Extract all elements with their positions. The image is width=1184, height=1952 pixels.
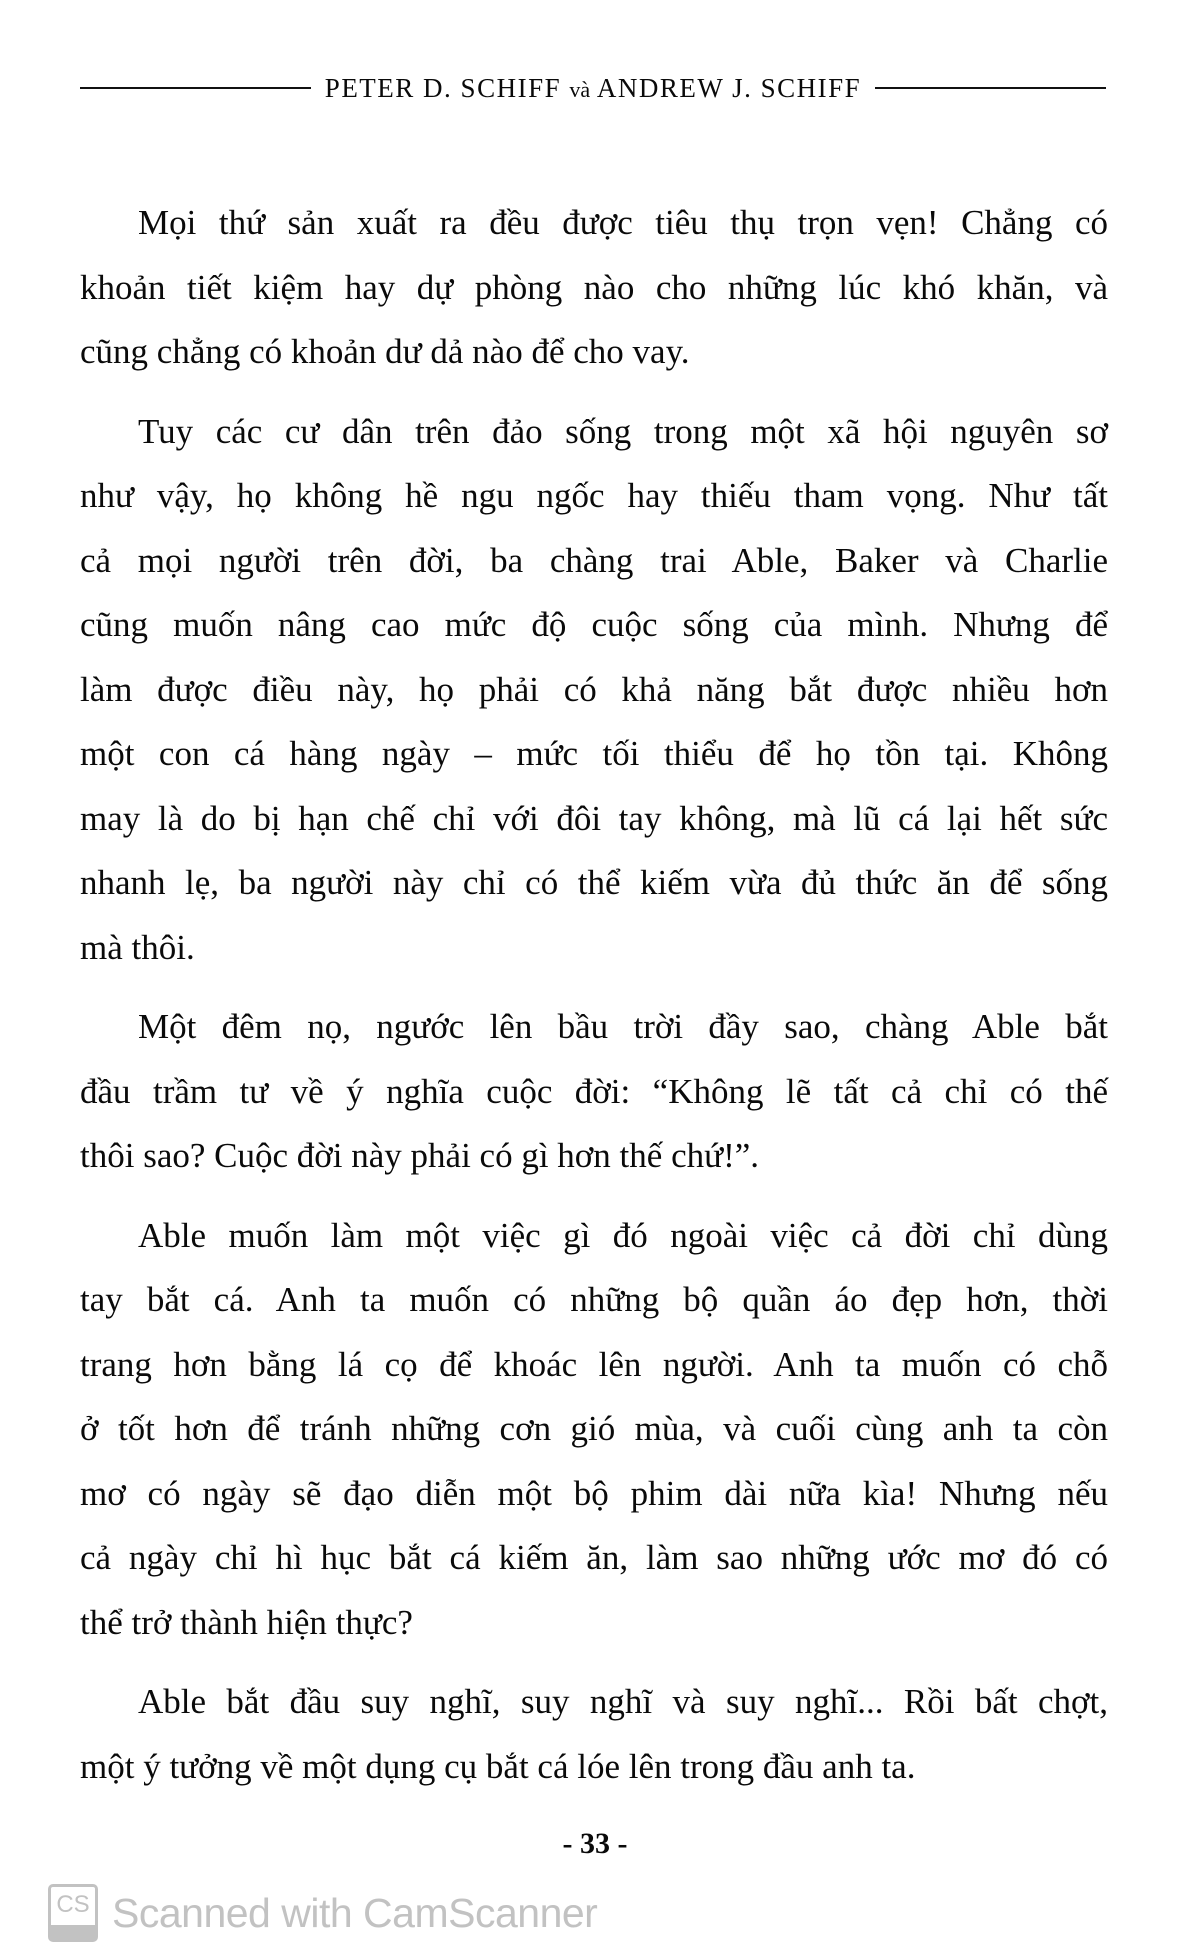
text-line: cũng chẳng có khoản dư dả nào để cho vay.: [80, 332, 690, 371]
text-line: nhanh lẹ, ba người này chỉ có thể kiếm vừa đủ thức ăn để sống: [80, 863, 1108, 902]
camscanner-logo-text: CS: [56, 1891, 90, 1918]
text-line: Able bắt đầu suy nghĩ, suy nghĩ và suy nghĩ... Rồi bất chợt,: [138, 1682, 1108, 1721]
text-line: cả ngày chỉ hì hục bắt cá kiếm ăn, làm sao những ước mơ đó có: [80, 1538, 1108, 1577]
text-line: Able muốn làm một việc gì đó ngoài việc cả đời chỉ dùng: [138, 1215, 1108, 1255]
paragraph: [80, 405, 1108, 986]
author-conjunction: và: [569, 76, 591, 102]
text-line: một ý tưởng về một dụng cụ bắt cá lóe lên trong đầu anh ta.: [80, 1746, 916, 1786]
author-1: PETER D. SCHIFF: [324, 72, 562, 103]
text-line: mơ có ngày sẽ đạo diễn một bộ phim dài nữa kìa! Nhưng nếu: [80, 1473, 1108, 1513]
text-line: cũng muốn nâng cao mức độ cuộc sống của mình. Nhưng để: [80, 605, 1108, 644]
page-body: [80, 196, 1108, 1819]
text-line: tay bắt cá. Anh ta muốn có những bộ quần áo đẹp hơn, thời: [80, 1280, 1108, 1319]
text-line: thôi sao? Cuộc đời này phải có gì hơn thế chứ!”.: [80, 1136, 760, 1175]
text-line: cả mọi người trên đời, ba chàng trai Able, Baker và Charlie: [80, 540, 1108, 580]
text-line: may là do bị hạn chế chỉ với đôi tay không, mà lũ cá lại hết sức: [80, 798, 1108, 838]
paragraph: [80, 1000, 1108, 1194]
text-line: khoản tiết kiệm hay dự phòng nào cho những lúc khó khăn, và: [80, 267, 1108, 307]
text-line: một con cá hàng ngày – mức tối thiểu để họ tồn tại. Không: [80, 734, 1108, 773]
page-number: - 33 -: [562, 1827, 628, 1860]
text-line: Một đêm nọ, ngước lên bầu trời đầy sao, chàng Able bắt: [138, 1007, 1108, 1046]
paragraph: [80, 1675, 1108, 1804]
running-header: [80, 66, 1106, 110]
camscanner-watermark: [48, 1884, 597, 1942]
text-line: trang hơn bằng lá cọ để khoác lên người. Anh ta muốn có chỗ: [80, 1344, 1108, 1384]
text-line: làm được điều này, họ phải có khả năng bắt được nhiều hơn: [80, 669, 1108, 709]
text-line: như vậy, họ không hề ngu ngốc hay thiếu tham vọng. Như tất: [80, 476, 1108, 515]
header-rule-right: [875, 87, 1106, 89]
author-2: ANDREW J. SCHIFF: [596, 72, 862, 103]
text-line: thể trở thành hiện thực?: [80, 1602, 413, 1642]
text-line: đầu trầm tư về ý nghĩa cuộc đời: “Không lẽ tất cả chỉ có thế: [80, 1071, 1108, 1111]
watermark-text: Scanned with CamScanner: [112, 1889, 598, 1936]
paragraph: [80, 196, 1108, 390]
paragraph: [80, 1209, 1108, 1661]
text-line: Tuy các cư dân trên đảo sống trong một xã hội nguyên sơ: [138, 411, 1108, 451]
text-line: ở tốt hơn để tránh những cơn gió mùa, và cuối cùng anh ta còn: [80, 1409, 1108, 1448]
header-rule-left: [80, 87, 311, 89]
camscanner-logo-icon: [48, 1884, 98, 1942]
text-line: mà thôi.: [80, 927, 195, 967]
header-authors: [311, 73, 875, 104]
text-line: Mọi thứ sản xuất ra đều được tiêu thụ trọn vẹn! Chẳng có: [138, 203, 1108, 242]
